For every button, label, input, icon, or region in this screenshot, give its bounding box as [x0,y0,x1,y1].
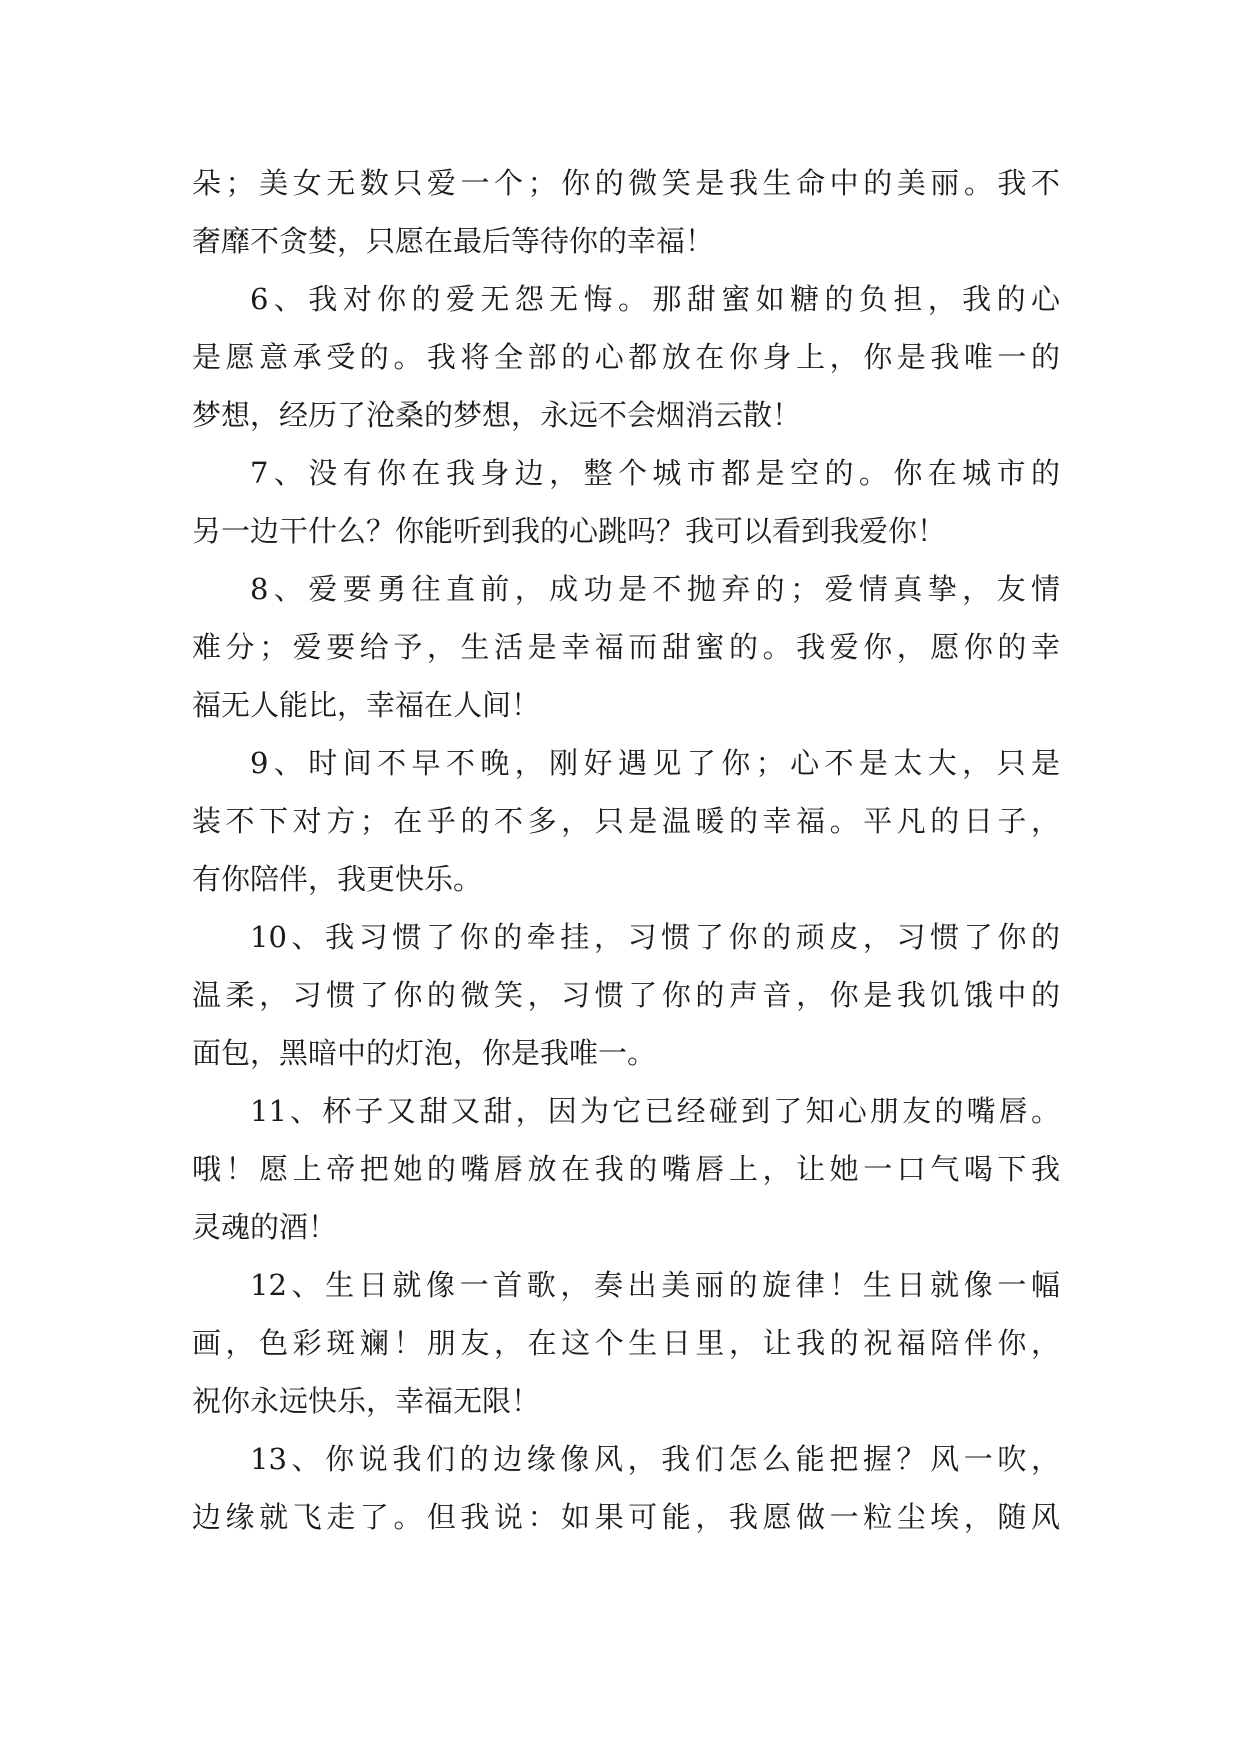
text-line: 难分；爱要给予，生活是幸福而甜蜜的。我爱你，愿你的幸 [192,630,1060,664]
text-line: 面包，黑暗中的灯泡，你是我唯一。 [192,1036,657,1070]
text-line: 是愿意承受的。我将全部的心都放在你身上，你是我唯一的 [192,340,1060,374]
document-body [192,154,1060,1546]
paragraph-line: 9、时间不早不晚，刚好遇见了你；心不是太大，只是 [250,746,1060,780]
text-line: 灵魂的酒！ [192,1210,338,1244]
paragraph-line: 13、你说我们的边缘像风，我们怎么能把握？风一吹， [250,1442,1060,1476]
text-line: 装不下对方；在乎的不多，只是温暖的幸福。平凡的日子， [192,804,1060,838]
text-line: 福无人能比，幸福在人间！ [192,688,541,722]
text-line: 朵；美女无数只爱一个；你的微笑是我生命中的美丽。我不 [192,166,1060,200]
text-line: 奢靡不贪婪，只愿在最后等待你的幸福！ [192,224,715,258]
paragraph-line: 10、我习惯了你的牵挂，习惯了你的顽皮，习惯了你的 [250,920,1060,954]
text-line: 有你陪伴，我更快乐。 [192,862,483,896]
paragraph-line: 12、生日就像一首歌，奏出美丽的旋律！生日就像一幅 [250,1268,1060,1302]
paragraph-line: 11、杯子又甜又甜，因为它已经碰到了知心朋友的嘴唇。 [250,1094,1060,1128]
paragraph-line: 8、爱要勇往直前，成功是不抛弃的；爱情真挚，友情 [250,572,1060,606]
text-line: 哦！愿上帝把她的嘴唇放在我的嘴唇上，让她一口气喝下我 [192,1152,1060,1186]
text-line: 边缘就飞走了。但我说：如果可能，我愿做一粒尘埃，随风 [192,1500,1060,1534]
text-line: 祝你永远快乐，幸福无限！ [192,1384,541,1418]
paragraph-line: 7、没有你在我身边，整个城市都是空的。你在城市的 [250,456,1060,490]
text-line: 另一边干什么？你能听到我的心跳吗？我可以看到我爱你！ [192,514,947,548]
text-line: 画，色彩斑斓！朋友，在这个生日里，让我的祝福陪伴你， [192,1326,1060,1360]
paragraph-line: 6、我对你的爱无怨无悔。那甜蜜如糖的负担，我的心 [250,282,1060,316]
text-line: 梦想，经历了沧桑的梦想，永远不会烟消云散！ [192,398,802,432]
text-line: 温柔，习惯了你的微笑，习惯了你的声音，你是我饥饿中的 [192,978,1060,1012]
